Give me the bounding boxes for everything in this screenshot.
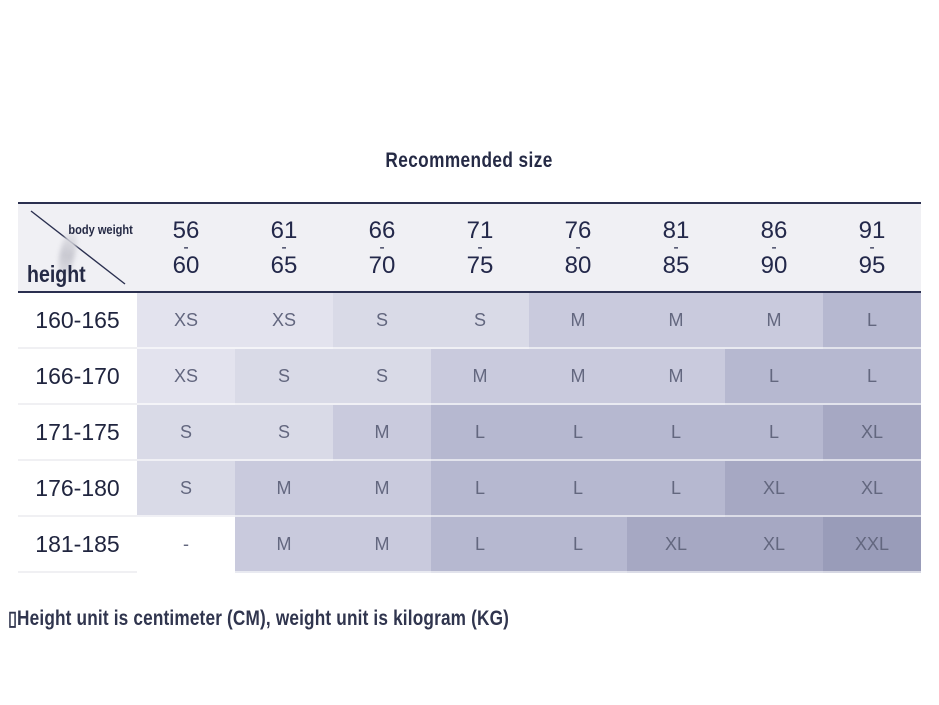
size-cell: M [627, 293, 725, 349]
size-table [18, 202, 921, 573]
table-header-row [18, 204, 921, 293]
range-dash: - [477, 238, 483, 256]
weight-from: 86 [760, 216, 788, 244]
size-cell: M [529, 349, 627, 405]
size-cell: M [235, 517, 333, 573]
table-row [18, 293, 921, 349]
weight-column-header [627, 204, 725, 291]
range-dash: - [379, 238, 385, 256]
size-cell: S [333, 293, 431, 349]
page-title: Recommended size [385, 149, 554, 172]
size-cell: M [725, 293, 823, 349]
size-cell: L [431, 517, 529, 573]
weight-column-header [137, 204, 235, 291]
size-cell: XS [235, 293, 333, 349]
size-cell: M [333, 405, 431, 461]
size-cell: S [137, 405, 235, 461]
size-cell: L [431, 461, 529, 517]
weight-from: 56 [172, 216, 200, 244]
size-cell: S [235, 349, 333, 405]
unit-note-text: Height unit is centimeter (CM), weight unit is kilogram (KG) [17, 607, 510, 630]
weight-to: 75 [466, 251, 494, 279]
weight-to: 90 [760, 251, 788, 279]
weight-from: 71 [466, 216, 494, 244]
size-cell: L [823, 293, 921, 349]
weight-from: 61 [270, 216, 298, 244]
range-dash: - [869, 238, 875, 256]
size-cell: - [137, 517, 235, 573]
size-cell: L [627, 461, 725, 517]
range-dash: - [575, 238, 581, 256]
size-cell: XL [725, 517, 823, 573]
weight-to: 85 [662, 251, 690, 279]
weight-from: 66 [368, 216, 396, 244]
height-range-label: 166-170 [18, 349, 137, 405]
size-cell: L [823, 349, 921, 405]
size-cell: XL [627, 517, 725, 573]
weight-column-header [333, 204, 431, 291]
size-cell: L [529, 461, 627, 517]
size-cell: M [431, 349, 529, 405]
size-cell: S [235, 405, 333, 461]
size-cell: L [431, 405, 529, 461]
size-cell: L [529, 517, 627, 573]
size-cell: XXL [823, 517, 921, 573]
title-container [18, 149, 921, 173]
weight-column-header [823, 204, 921, 291]
weight-from: 76 [564, 216, 592, 244]
weight-column-header [431, 204, 529, 291]
size-cell: L [627, 405, 725, 461]
unit-note [8, 606, 509, 632]
size-cell: XL [823, 461, 921, 517]
size-cell: M [235, 461, 333, 517]
range-dash: - [281, 238, 287, 256]
height-range-label: 181-185 [18, 517, 137, 573]
weight-column-header [725, 204, 823, 291]
size-cell: M [529, 293, 627, 349]
height-range-label: 171-175 [18, 405, 137, 461]
weight-to: 60 [172, 251, 200, 279]
size-cell: L [725, 405, 823, 461]
table-row [18, 405, 921, 461]
weight-column-header [235, 204, 333, 291]
weight-to: 80 [564, 251, 592, 279]
table-row [18, 349, 921, 405]
size-cell: XS [137, 293, 235, 349]
height-range-label: 176-180 [18, 461, 137, 517]
range-dash: - [183, 238, 189, 256]
size-cell: L [529, 405, 627, 461]
size-cell: L [725, 349, 823, 405]
weight-to: 95 [858, 251, 886, 279]
column-axis-label: body weight [68, 222, 133, 237]
weight-from: 81 [662, 216, 690, 244]
size-cell: M [333, 461, 431, 517]
table-row [18, 517, 921, 573]
size-cell: XS [137, 349, 235, 405]
size-cell: S [137, 461, 235, 517]
weight-to: 65 [270, 251, 298, 279]
weight-column-header [529, 204, 627, 291]
size-cell: XL [725, 461, 823, 517]
range-dash: - [673, 238, 679, 256]
weight-from: 91 [858, 216, 886, 244]
missing-glyph-icon: ▯ [8, 608, 18, 630]
size-cell: M [627, 349, 725, 405]
size-cell: M [333, 517, 431, 573]
weight-to: 70 [368, 251, 396, 279]
table-row [18, 461, 921, 517]
size-cell: S [333, 349, 431, 405]
size-cell: S [431, 293, 529, 349]
row-axis-label: height [27, 261, 86, 287]
range-dash: - [771, 238, 777, 256]
height-range-label: 160-165 [18, 293, 137, 349]
corner-cell [18, 204, 137, 291]
size-cell: XL [823, 405, 921, 461]
